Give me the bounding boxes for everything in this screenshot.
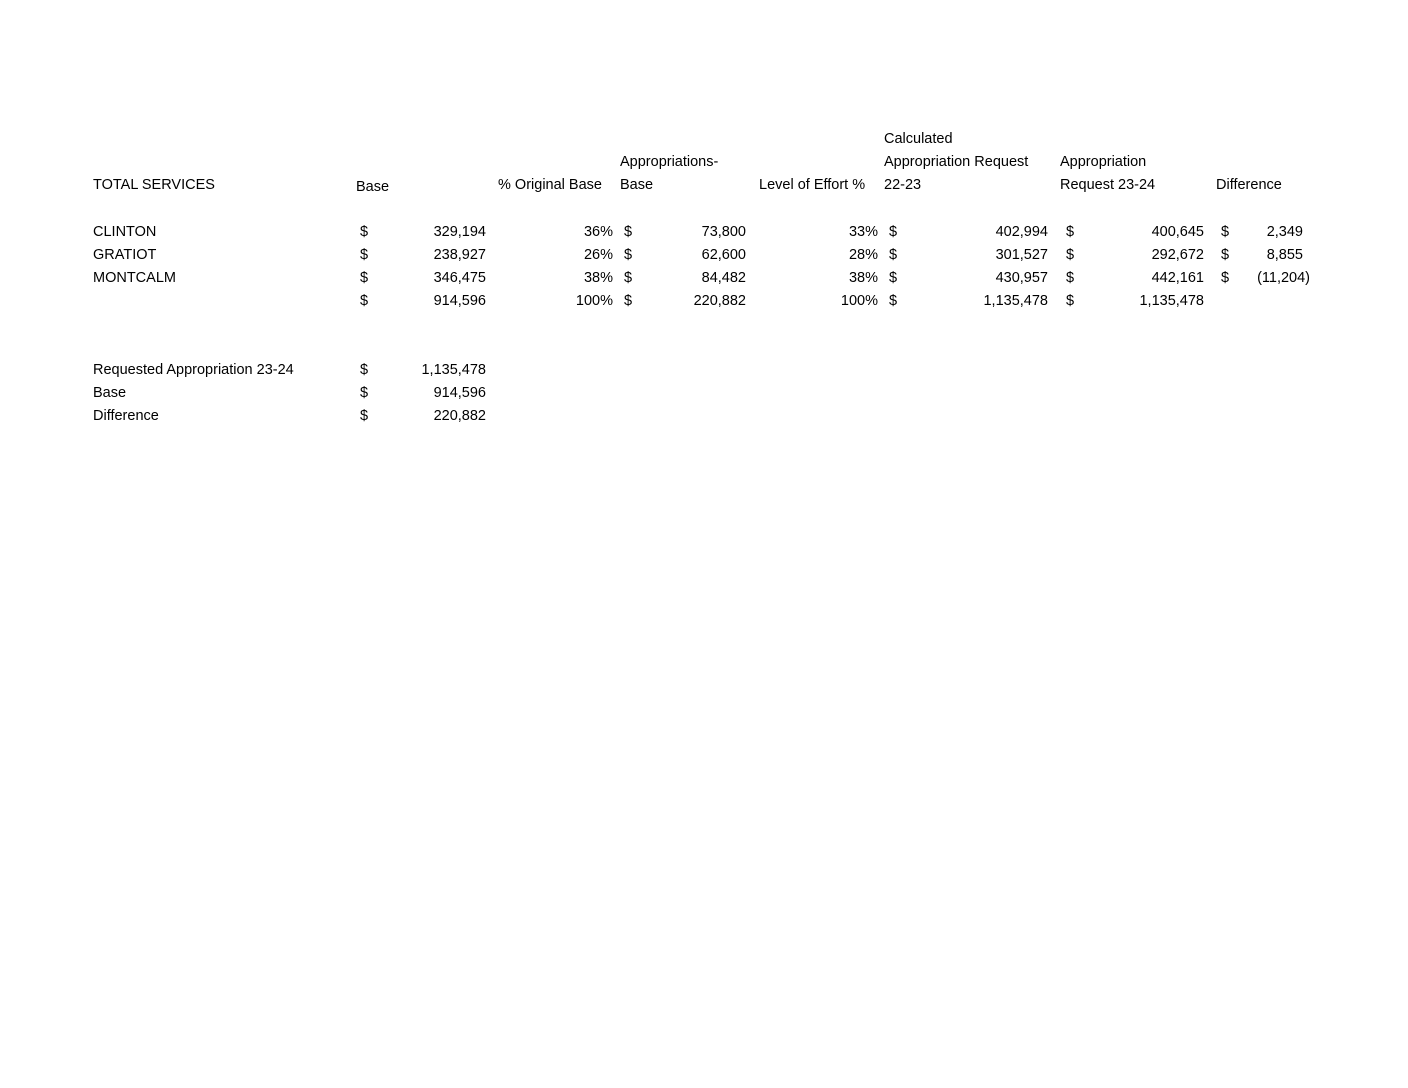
difference-value: 2,349 xyxy=(1266,224,1303,240)
currency-symbol: $ xyxy=(1221,247,1230,263)
approp-request-value: 400,645 xyxy=(1151,224,1204,240)
currency-symbol: $ xyxy=(1221,270,1230,286)
currency-symbol: $ xyxy=(624,293,633,309)
currency-symbol: $ xyxy=(360,408,369,424)
calc-request-value: 402,994 xyxy=(995,224,1048,240)
header-pct-original-base: % Original Base xyxy=(498,177,602,193)
currency-symbol: $ xyxy=(889,293,898,309)
level-of-effort-value: 28% xyxy=(848,247,878,263)
currency-symbol: $ xyxy=(1066,224,1075,240)
base-value: 329,194 xyxy=(433,224,486,240)
county-name: GRATIOT xyxy=(93,247,157,263)
currency-symbol: $ xyxy=(1221,224,1230,240)
currency-symbol: $ xyxy=(360,293,369,309)
summary-value: 1,135,478 xyxy=(421,362,486,378)
header-calc-request-line3: 22-23 xyxy=(884,177,922,193)
header-appropriations-base-line2: Base xyxy=(620,177,654,193)
appropriations-base-value: 84,482 xyxy=(701,270,746,286)
currency-symbol: $ xyxy=(624,224,633,240)
approp-request-value: 442,161 xyxy=(1151,270,1204,286)
total-base-value: 914,596 xyxy=(433,293,486,309)
calc-request-value: 301,527 xyxy=(995,247,1048,263)
county-name: MONTCALM xyxy=(93,270,176,286)
currency-symbol: $ xyxy=(1066,270,1075,286)
header-level-of-effort: Level of Effort % xyxy=(759,177,866,193)
currency-symbol: $ xyxy=(624,247,633,263)
currency-symbol: $ xyxy=(889,224,898,240)
difference-value: (11,204) xyxy=(1257,270,1310,286)
currency-symbol: $ xyxy=(624,270,633,286)
header-calc-request-line1: Calculated xyxy=(884,131,953,147)
summary-label: Difference xyxy=(93,408,159,424)
level-of-effort-value: 38% xyxy=(848,270,878,286)
summary-value: 914,596 xyxy=(433,385,486,401)
pct-original-base-value: 26% xyxy=(583,247,613,263)
currency-symbol: $ xyxy=(360,385,369,401)
summary-value: 220,882 xyxy=(433,408,486,424)
summary-label: Base xyxy=(93,385,127,401)
appropriations-base-value: 73,800 xyxy=(701,224,746,240)
currency-symbol: $ xyxy=(360,362,369,378)
total-appropriations-base-value: 220,882 xyxy=(693,293,746,309)
total-calc-request-value: 1,135,478 xyxy=(983,293,1048,309)
level-of-effort-value: 33% xyxy=(848,224,878,240)
base-value: 238,927 xyxy=(433,247,486,263)
approp-request-value: 292,672 xyxy=(1151,247,1204,263)
currency-symbol: $ xyxy=(360,224,369,240)
header-approp-request-line1: Appropriation xyxy=(1060,154,1147,170)
header-base: Base xyxy=(356,179,390,195)
pct-original-base-value: 36% xyxy=(583,224,613,240)
header-difference: Difference xyxy=(1216,177,1282,193)
difference-value: 8,855 xyxy=(1266,247,1303,263)
total-approp-request-value: 1,135,478 xyxy=(1139,293,1204,309)
header-total-services: TOTAL SERVICES xyxy=(93,177,215,193)
currency-symbol: $ xyxy=(889,270,898,286)
total-pct-value: 100% xyxy=(575,293,613,309)
total-effort-value: 100% xyxy=(840,293,878,309)
header-calc-request-line2: Appropriation Request xyxy=(884,154,1029,170)
currency-symbol: $ xyxy=(360,270,369,286)
pct-original-base-value: 38% xyxy=(583,270,613,286)
base-value: 346,475 xyxy=(433,270,486,286)
currency-symbol: $ xyxy=(1066,247,1075,263)
currency-symbol: $ xyxy=(1066,293,1075,309)
header-approp-request-line2: Request 23-24 xyxy=(1060,177,1156,193)
currency-symbol: $ xyxy=(889,247,898,263)
appropriations-base-value: 62,600 xyxy=(701,247,746,263)
currency-symbol: $ xyxy=(360,247,369,263)
county-name: CLINTON xyxy=(93,224,157,240)
calc-request-value: 430,957 xyxy=(995,270,1048,286)
header-appropriations-base-line1: Appropriations- xyxy=(620,154,719,170)
summary-label: Requested Appropriation 23-24 xyxy=(93,362,294,378)
